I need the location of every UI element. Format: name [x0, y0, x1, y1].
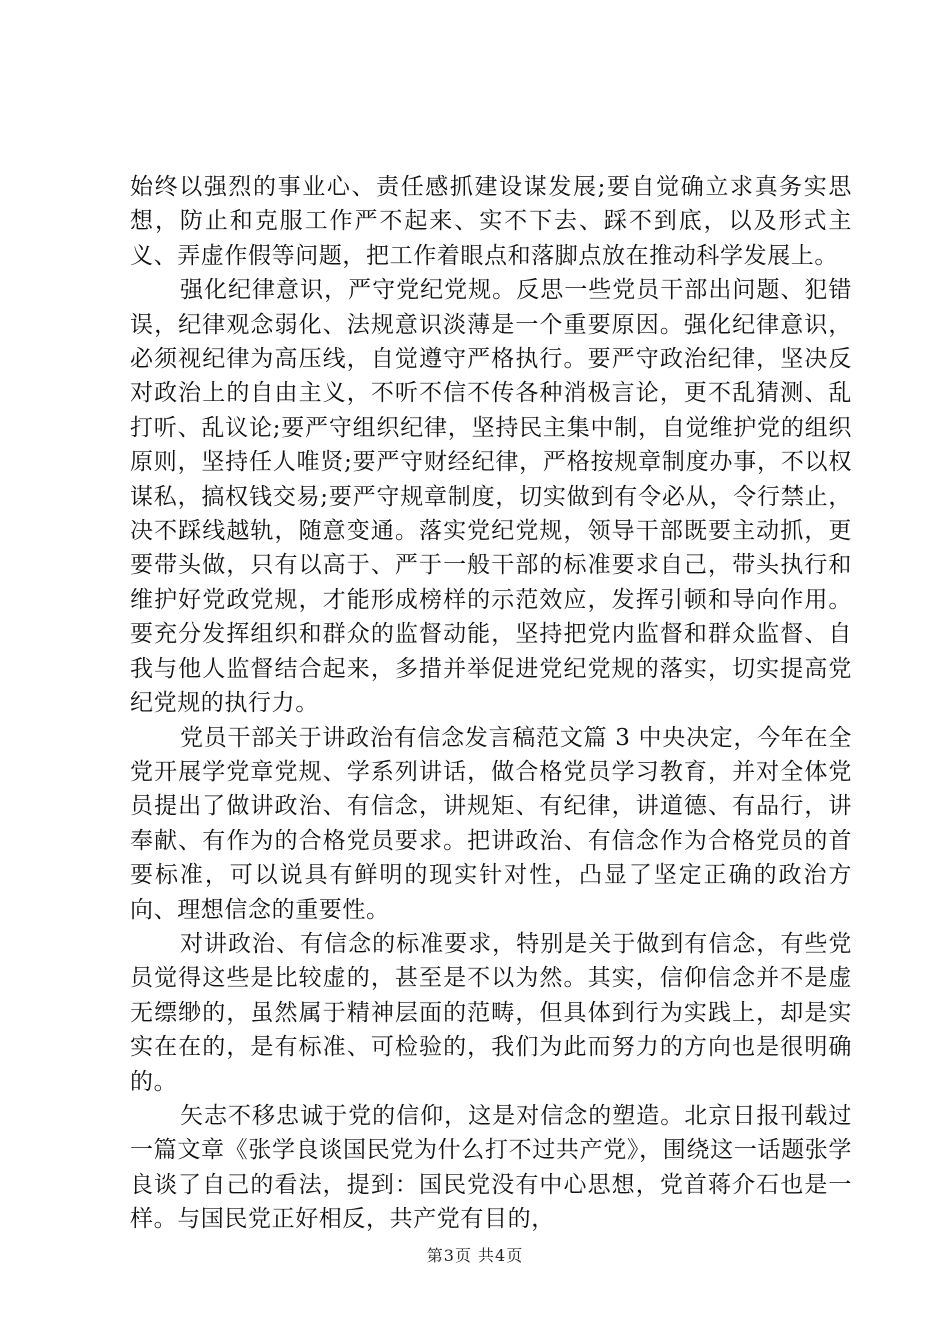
- paragraph-3: 党员干部关于讲政治有信念发言稿范文篇 3 中央决定，今年在全党开展学党章党规、学系列讲话，做合格党员学习教育，并对全体党员提出了做讲政治、有信念，讲规矩、有纪律，讲道德、有品行，讲奉献、有作为的合格党员要求。把讲政治、有信念作为合格党员的首要标准，可以说具有鲜明的现实针对性，凸显了坚定正确的政治方向、理想信念的重要性。: [130, 724, 852, 923]
- paragraph-4: 对讲政治、有信念的标准要求，特别是关于做到有信念，有些党员觉得这些是比较虚的，甚至是不以为然。其实，信仰信念并不是虚无缥缈的，虽然属于精神层面的范畴，但具体到行为实践上，却是实实在在的，是有标准、可检验的，我们为此而努力的方向也是很明确的。: [130, 930, 852, 1095]
- paragraph-2: 强化纪律意识，严守党纪党规。反思一些党员干部出问题、犯错误，纪律观念弱化、法规意识淡薄是一个重要原因。强化纪律意识，必须视纪律为高压线，自觉遵守严格执行。要严守政治纪律，坚决反对政治上的自由主义，不听不信不传各种消极言论，更不乱猜测、乱打听、乱议论;要严守组织纪律，坚持民主集中制，自觉维护党的组织原则，坚持任人唯贤;要严守财经纪律，严格按规章制度办事，不以权谋私，搞权钱交易;要严守规章制度，切实做到有令必从，令行禁止，决不踩线越轨，随意变通。落实党纪党规，领导干部既要主动抓，更要带头做，只有以高于、严于一般干部的标准要求自己，带头执行和维护好党政党规，才能形成榜样的示范效应，发挥引顿和导向作用。要充分发挥组织和群众的监督动能，坚持把党内监督和群众监督、自我与他人监督结合起来，多措并举促进党纪党规的落实，切实提高党纪党规的执行力。: [130, 277, 852, 717]
- paragraph-1: 始终以强烈的事业心、责任感抓建设谋发展;要自觉确立求真务实思想，防止和克服工作严不起来、实不下去、踩不到底，以及形式主义、弄虚作假等问题，把工作着眼点和落脚点放在推动科学发展上。: [130, 174, 852, 269]
- page-footer: 第3页 共4页: [426, 1246, 524, 1265]
- paragraph-5: 矢志不移忠诚于党的信仰，这是对信念的塑造。北京日报刊载过一篇文章《张学良谈国民党为什么打不过共产党》，围绕这一话题张学良谈了自己的看法，提到：国民党没有中心思想，党首蒋介石也是一样。与国民党正好相反，共产党有目的，: [130, 1102, 852, 1233]
- document-body: [130, 170, 852, 1237]
